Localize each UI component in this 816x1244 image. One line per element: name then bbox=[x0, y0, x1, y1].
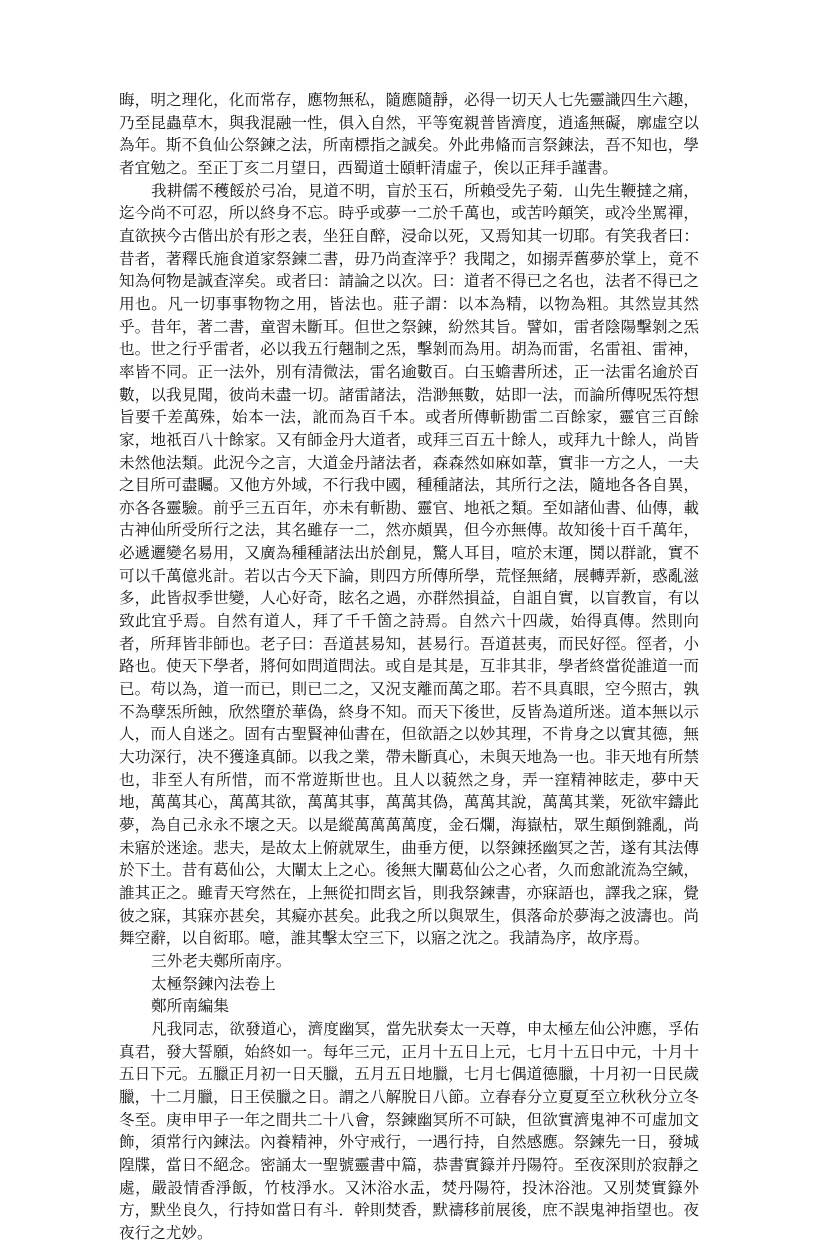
volume-title: 太極祭鍊內法卷上 bbox=[151, 974, 276, 993]
document-page bbox=[119, 89, 699, 1244]
main-paragraph-1: 凡我同志，欲發道心，濟度幽冥，當先狀奏太一天尊，申太極左仙公沖應，孚佑真君，發大誓願，始終如一。每年三元，正月十五日上元，七月十五日中元，十月十五日下元。五臘正月初一日天臘，五月五日地臘，七月七偶道德臘，十月初一日民歲臘，十二月臘，日王侯臘之日。謂之八解脫日八節。立春春分立夏夏至立秋秋分立冬冬至。庚申甲子一年之間共二十八會，祭鍊幽冥所不可缺，但欲實濟鬼神不可虛加文飾，須常行內鍊法。內養精神，外守戒行，一遇行持，自然感應。祭鍊先一日，發城隍牒，當日不絕念。密誦太一聖號靈書中篇，恭書實籙并丹陽符。至夜深則於寂靜之處，嚴設情香淨飯，竹枝淨水。又沐浴水盂，焚丹陽符，投沐浴池。又別焚實籙外方，默坐良久，行持如當日有斗．幹則焚香，默禱移前展後，庶不誤鬼神指望也。夜夜行之尤妙。 bbox=[119, 1019, 699, 1242]
compiler-credit: 鄭所南編集 bbox=[151, 997, 229, 1016]
preface-signature: 三外老夫鄭所南序。 bbox=[151, 951, 292, 970]
preface-paragraph-1: 晦，明之理化，化而常存，應物無私，隨應隨靜，必得一切天人七先靈識四生六趣，乃至昆蟲草木，與我混融一性，俱入自然，平等寃親普皆濟度，逍遙無礙，廓虛空以為年。斯不負仙公祭鍊之法，所南標指之誠矣。外此弗偹而言祭鍊法，吾不知也，學者宜勉之。至正丁亥二月望日，西蜀道士頤軒清虛子，俟以正拜手謹書。 bbox=[119, 91, 699, 177]
preface-paragraph-2: 我耕儒不穫餒於弓冶，見道不明，盲於玉石，所賴受先子菊．山先生鞭撻之痛，迄今尚不可忍，所以終身不忘。時乎或夢一二於千萬也，或苦吟顛笑，或冷坐罵禪，直欲挾今古偕出於有形之表，坐狂自醉，浸命以死，又焉知其一切耶。有笑我者曰：昔者，著釋氏施食道家祭鍊二書，毋乃尚查滓乎？我聞之，如搦弄舊夢於掌上，竟不知為何物是誠查滓矣。或者曰：請論之以次。曰：道者不得已之名也，法者不得已之用也。凡一切事事物物之用，皆法也。莊子謂：以本為精，以物為粗。其然豈其然乎。昔年，著二書，童習未斷耳。但世之祭鍊，紛然其旨。譬如，雷者陰陽擊剝之炁也。世之行乎雷者，必以我五行翹制之炁，擊剝而為用。胡為而雷，名雷祖、雷神，率皆不同。正一法外，別有清微法，雷名逾數百。白玉蟾書所述，正一法雷名逾於百數，以我見聞，彼尚未盡一切。諸雷諸法，浩渺無數，姑即一法，而論所傳呪炁符想旨要千差萬殊，始本一法，訛而為百千本。或者所傳斬勘雷二百餘家，靈官三百餘家，地祇百八十餘家。又有師金丹大道者，或拜三百五十餘人，或拜九十餘人，尚皆未然他法類。此況今之言，大道金丹諸法者，森森然如麻如葦，實非一方之人，一夫之目所可盡矚。又他方外域，不行我中國，種種諸法，其所行之法，隨地各各自異，亦各各靈驗。前乎三五百年，亦未有斬勘、靈官、地祇之類。至如諸仙書、仙傳，載古神仙所受所行之法，其名雖存一二，然亦頗異，但今亦無傳。故知後十百千萬年，必遞邐變名易用，又廣為種種諸法出於創見，驚人耳目，喧於末運，鬨以群訛，實不可以千萬億兆計。若以古今天下論，則四方所傳所學，荒怪無緒，展轉弄新，惑亂滋多，此皆叔季世變，人心好奇，眩名之過，亦群然損益，自詛自實，以盲教盲，有以致此宜乎焉。自然有道人，拜了千千箇之詩焉。自然六十四歲，始得真傳。然則向者，所拜皆非師也。老子曰：吾道甚易知，甚易行。吾道甚夷，而民好徑。徑者，小路也。使天下學者，將何如問道問法。或自是其是，互非其非，學者終當從誰道一而已。苟以為，道一而已，則已二之，又況支離而萬之耶。若不具真眼，空今照古，孰不為孽炁所蝕，欣然墮於華偽，終身不知。而天下後世，反皆為道所迷。道本無以示人，而人自迷之。固有古聖賢神仙書在，但欲語之以妙其理，不肯身之以實其德，無大功深行，决不獲逢真師。以我之業，帶未斷真心，未與天地為一也。非天地有所禁也，非至人有所惜，而不常遊斯世也。且人以藐然之身，弄一窪精神眩走，夢中天地，萬萬其心，萬萬其欲，萬萬其事，萬萬其偽，萬萬其說，萬萬其業，死欲牢鑄此夢，為自己永永不壞之天。以是縱萬萬萬萬度，金石爛，海嶽枯，眾生顛倒雜亂，尚未寤於迷途。悲夫，是故太上俯就眾生，曲垂方便，以祭鍊拯幽冥之苦，遂有其法傳於下土。昔有葛仙公，大闡太上之心。後無大闡葛仙公之心者，久而愈訛流為空緘，誰其正之。雖青天穹然在，上無從扣問玄旨，則我祭鍊書，亦寐語也，譯我之寐，覺彼之寐，其寐亦甚矣，其癡亦甚矣。此我之所以與眾生，俱落命於夢海之波濤也。尚舞空辭，以自衒耶。噫，誰其擊太空三下，以寤之沈之。我請為序，故序焉。 bbox=[119, 181, 699, 948]
